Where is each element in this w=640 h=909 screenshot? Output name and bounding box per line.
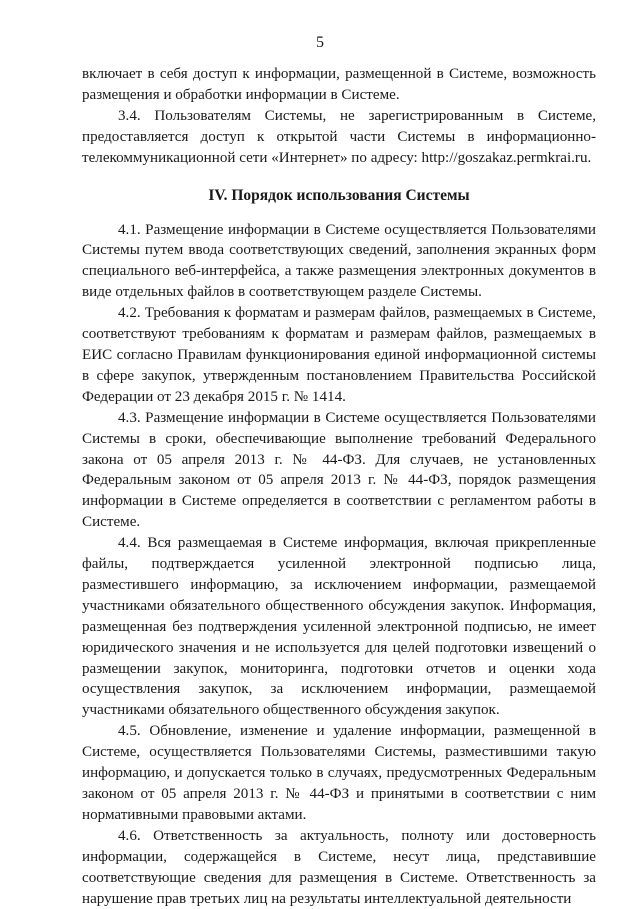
paragraph-3-4: 3.4. Пользователям Системы, не зарегистрированным в Системе, предоставляется доступ к открытой части Системы в информационно-телекоммуникационной сети «Интернет» по адресу: http://goszakaz.permkrai.ru. xyxy=(82,107,596,166)
page-number: 5 xyxy=(316,34,324,51)
paragraph-4-5: 4.5. Обновление, изменение и удаление информации, размещенной в Системе, осуществляется Пользователями Системы, разместившими такую информацию, и допускается только в случаях, предусмотренных Федеральным законом от 05 апреля 2013 г. № 44-ФЗ и принятыми в соответствии с ним нормативными правовыми актами. xyxy=(82,723,596,823)
paragraph-4-2: 4.2. Требования к форматам и размерам файлов, размещаемых в Системе, соответствуют требованиям к форматам и размерам файлов, размещаемых в ЕИС согласно Правилам функционирования единой информационной системы в сфере закупок, утвержденным постановлением Правительства Российской Федерации от 23 декабря 2015 г. № 1414. xyxy=(82,305,596,405)
paragraph-4-6: 4.6. Ответственность за актуальность, полноту или достоверность информации, содержащейся в Системе, несут лица, представившие соответствующие сведения для размещения в Системе. Ответственность за нарушение прав третьих лиц на результаты интеллектуальной деятельности xyxy=(82,827,596,907)
paragraph-4-3: 4.3. Размещение информации в Системе осуществляется Пользователями Системы в сроки, обеспечивающие выполнение требований Федерального закона от 05 апреля 2013 г. № 44-ФЗ. Для случаев, не установленных Федеральным законом от 05 апреля 2013 г. № 44-ФЗ, порядок размещения информации в Системе определяется в соответствии с регламентом работы в Системе. xyxy=(82,409,596,531)
paragraph-4-1: 4.1. Размещение информации в Системе осуществляется Пользователями Системы путем ввода соответствующих сведений, заполнения экранных форм специального веб-интерфейса, а также размещения электронных документов в виде отдельных файлов в соответствующем разделе Системы. xyxy=(82,221,596,301)
document-body xyxy=(82,64,596,909)
paragraph-continuation: включает в себя доступ к информации, размещенной в Системе, возможность размещения и обработки информации в Системе. xyxy=(82,66,596,103)
paragraph-4-4: 4.4. Вся размещаемая в Системе информация, включая прикрепленные файлы, подтверждается усиленной электронной подписью лица, разместившего информацию, за исключением информации, размещаемой участниками обязательного общественного обсуждения закупок. Информация, размещенная без подтверждения усиленной электронной подписью, не имеет юридического значения и не используется для целей подготовки извещений о размещении закупок, мониторинга, подготовки отчетов и оценки хода осуществления закупок, за исключением информации, размещаемой участниками обязательного общественного обсуждения закупок. xyxy=(82,535,596,719)
section-heading: IV. Порядок использования Системы xyxy=(208,186,470,204)
